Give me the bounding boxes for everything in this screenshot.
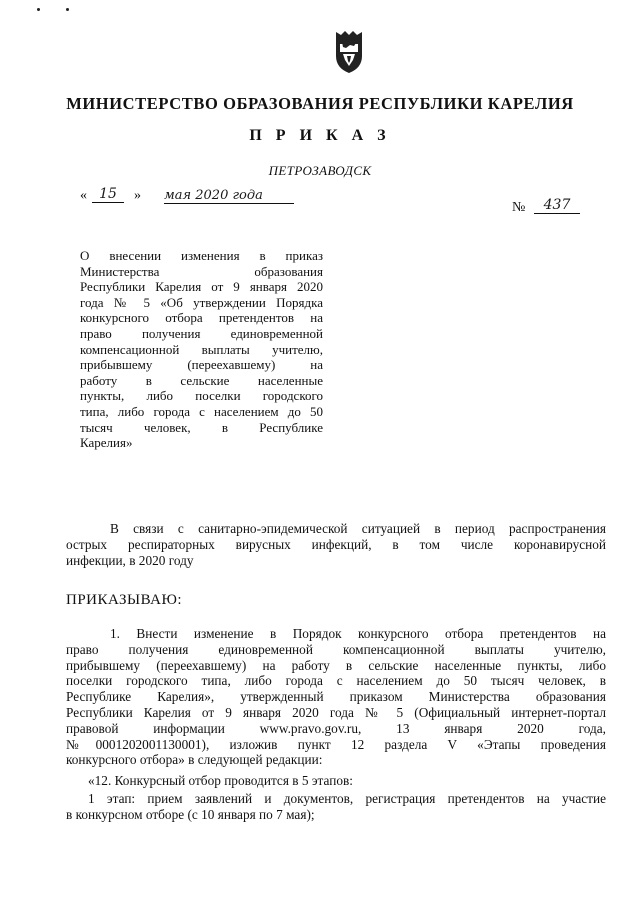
text-line: Министерства образования — [80, 263, 323, 279]
text-line: №0001202001130001), изложив пункт 12 раздела V «Этапы проведения — [66, 736, 606, 752]
scan-speck — [66, 8, 69, 11]
text-line: острых респираторных вирусных инфекций, в том числе коронавирусной — [66, 536, 606, 552]
document-type: П Р И К А З — [249, 127, 391, 144]
item-1-paragraph — [66, 626, 606, 768]
text-line: «12. Конкурсный отбор проводится в 5 этапов: — [88, 773, 353, 788]
text-line: пункты, либо поселки городского — [80, 388, 323, 404]
text-line: 1. Внести изменение в Порядок конкурсного отбора претендентов на — [110, 626, 606, 641]
preamble-paragraph — [66, 521, 606, 568]
text-line: в конкурсном отборе (с 10 января по 7 мая); — [66, 806, 315, 822]
text-line: прибывшему (переехавшему) на — [80, 357, 323, 373]
decree-heading: ПРИКАЗЫВАЮ: — [66, 592, 183, 608]
text-line: тысяч человек, в Республике — [80, 419, 323, 435]
number-label: № — [512, 200, 526, 215]
date-month-year: мая 2020 года — [164, 188, 294, 204]
scan-speck — [37, 8, 40, 11]
text-line: Республике Карелия», утвержденный приказом Министерства образования — [66, 689, 606, 705]
number-value: 437 — [534, 197, 580, 214]
text-line: конкурсного отбора претендентов на — [80, 310, 323, 326]
text-line: право получения единовременной — [80, 325, 323, 341]
text-line: Республики Карелия от 9 января 2020 года № 5 (Официальный интернет-портал — [66, 704, 606, 720]
date-close-quote: » — [134, 188, 141, 203]
quoted-clause-heading — [66, 773, 606, 789]
text-line: 1 этап: прием заявлений и документов, регистрация претендентов на участие — [88, 791, 606, 806]
ministry-name: МИНИСТЕРСТВО ОБРАЗОВАНИЯ РЕСПУБЛИКИ КАРЕЛИЯ — [66, 94, 574, 113]
text-line: типа, либо города с населением до 50 — [80, 403, 323, 419]
order-subject — [80, 248, 323, 451]
text-line: Республики Карелия от 9 января 2020 — [80, 279, 323, 295]
date-day: 15 — [92, 186, 124, 203]
text-line: года № 5 «Об утверждении Порядка — [80, 294, 323, 310]
date-open-quote: « — [80, 188, 87, 203]
coat-of-arms-emblem — [333, 30, 365, 74]
text-line: прибывшему (переехавшему) на работу в сельские населенные пункты, либо — [66, 657, 606, 673]
text-line: конкурсного отбора» в следующей редакции: — [66, 752, 323, 768]
text-line: инфекции, в 2020 году — [66, 552, 194, 568]
text-line: О внесении изменения в приказ — [80, 248, 323, 263]
text-line: В связи с санитарно-эпидемической ситуацией в период распространения — [110, 521, 606, 536]
stage-1-paragraph — [66, 791, 606, 823]
text-line: компенсационной выплаты учителю, — [80, 341, 323, 357]
text-line: право получения единовременной компенсационной выплаты учителю, — [66, 641, 606, 657]
text-line: поселки городского типа, либо города с населением до 50 тысяч человек, в — [66, 673, 606, 689]
city-name: ПЕТРОЗАВОДСК — [268, 163, 372, 178]
text-line: работу в сельские населенные — [80, 372, 323, 388]
text-line: Карелия» — [80, 435, 133, 451]
text-line: правовой информации www.pravo.gov.ru, 13 января 2020 года, — [66, 720, 606, 736]
